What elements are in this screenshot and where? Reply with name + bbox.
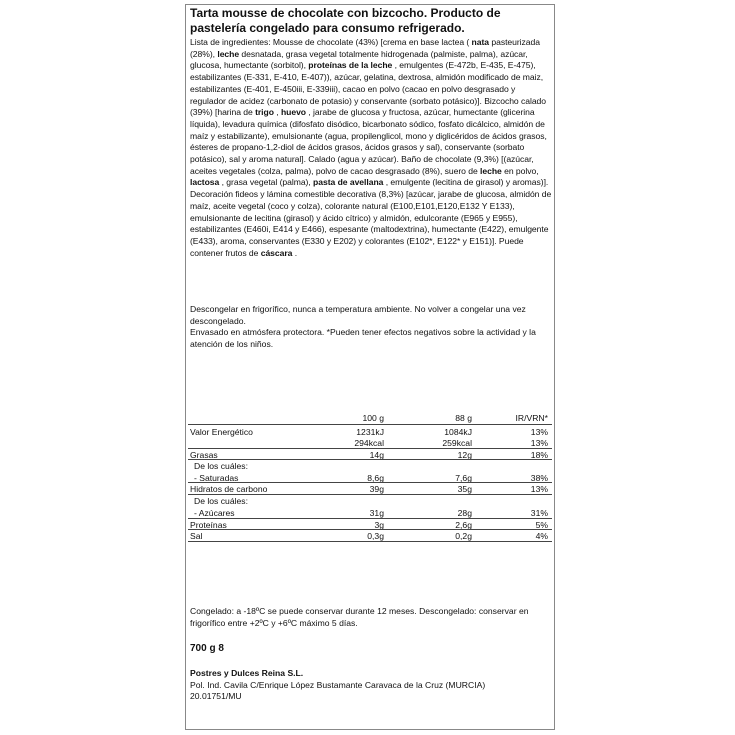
allergen: cáscara [260,247,293,258]
nutrient-name: Sal [190,531,203,541]
allergen: proteínas de la leche [308,60,393,71]
instructions [190,304,552,351]
row-divider [188,541,552,542]
manufacturer-name: Postres y Dulces Reina S.L. [190,668,304,678]
value-88g: 259kcal [442,438,472,448]
value-100g: 0,3g [367,531,384,541]
header-88g: 88 g [455,413,472,423]
value-ir: 4% [535,531,548,541]
value-ir: 31% [530,508,548,518]
nutrient-name: - Azúcares [194,508,235,518]
value-ir: 13% [530,484,548,494]
ingredient-text: , [273,107,281,118]
value-88g: 12g [457,450,472,460]
nutrition-row [186,427,554,438]
nutrition-row [186,496,554,507]
row-divider [188,482,552,483]
header-rule [188,424,552,425]
value-ir: 38% [530,473,548,483]
value-100g: 3g [374,520,384,530]
value-100g: 1231kJ [356,427,384,437]
value-100g: 39g [369,484,384,494]
nutrient-name: De los cuáles: [194,496,248,506]
thaw-instructions: Descongelar en frigorífico, nunca a temperatura ambiente. No volver a congelar una vez descongelado. [190,304,526,326]
header-ir: IR/VRN* [515,413,548,423]
nutrient-name: - Saturadas [194,473,239,483]
product-title: Tarta mousse de chocolate con bizcocho. Producto de pastelería congelado para consumo refrigerado. [190,6,501,35]
allergen: leche [480,165,502,176]
allergen: nata [471,37,490,47]
ingredient-text: . [292,247,298,258]
ingredient-text: , emulgentes (E-472b, E-435, E-475), estabilizantes (E-331, E-410, E-407)), azúcar, gelatina, dextrosa, almidón modificado de maiz, estabilizantes (E-401, E-450iii, E-339iii), cacao en polvo (cacao en polvo desgrasado y regulador de acidez (carbonato de potasio) y conservante (sorbato potásico)]. Bizcocho calado (39%) [harina de [190,60,547,118]
value-88g: 35g [457,484,472,494]
row-divider [188,494,552,495]
packaging-note: Envasado en atmósfera protectora. *Pueden tener efectos negativos sobre la actividad y la atención de los niños. [190,327,536,350]
row-divider [188,529,552,530]
allergen: leche [217,48,240,59]
ingredient-text: pasteurizada (28%), [190,37,540,59]
header-100g: 100 g [362,413,384,423]
nutrient-name: De los cuáles: [194,461,248,471]
ingredient-text: , emulgente (lecitina de girasol) y aromas)]. Decoración fideos y lámina comestible decorativa (8,3%) [azúcar, jarabe de glucosa, almidón de maíz, aceite vegetal (coco y colza), colorante natural (E100,E101,E120,E132 Y E133), emulsionante de lecitina (girasol) y ácido cítrico) y almidón, edulcorante (E965 y E955), estabilizantes (E460i, E414 y E466), espesante (maltodextrina), humectante (E422), emulgente (E433), aroma, conservantes (E330 y E202) y colorantes (E102*, E122* y E151)]. Puede contener frutos de [190,177,552,258]
ingredient-text: , grasa vegetal (palma), [219,177,314,188]
value-ir: 5% [535,520,548,530]
nutrition-header [186,413,554,424]
allergen: huevo [280,107,306,118]
allergen: lactosa [190,177,220,188]
manufacturer-info [190,668,552,703]
value-88g: 28g [457,508,472,518]
value-100g: 14g [369,450,384,460]
row-divider [188,448,552,449]
product-label [185,4,555,730]
value-100g: 8,6g [367,473,384,483]
nutrient-name: Grasas [190,450,218,460]
value-88g: 0,2g [455,531,472,541]
nutrient-name: Hidratos de carbono [190,484,268,494]
storage-info: Congelado: a -18ºC se puede conservar durante 12 meses. Descongelado: conservar en frigorífico entre +2ºC y +6ºC máximo 5 días. [190,606,529,628]
value-88g: 2,6g [455,520,472,530]
ingredient-text: , jarabe de glucosa y fructosa, azúcar, humectante (glicerina líquida), levadura química (difosfato disódico, bicarbonato sódico, fosfato dicálcico, almidón de maíz y estabilizante), emulsionante (agua, propilenglicol, mono y diglicéridos de ácidos grasos, ésteres de propano-1,2-diol de ácidos grasos, ácidos grasos y sal), conservante (sorbato potásico), sal y aroma natural]. Calado (agua y azúcar). Baño de chocolate (9,3%) [(azúcar, aceites vegetales (colza, palma), polvo de cacao desgrasado (8%), suero de [190,107,547,176]
ingredient-text: en polvo, [501,165,539,176]
value-100g: 31g [369,508,384,518]
value-88g: 7,6g [455,473,472,483]
net-weight: 700 g 8 [190,643,224,654]
ingredient-text: Lista de ingredientes: Mousse de chocolate (43%) [crema en base lactea ( [190,37,472,47]
value-ir: 13% [530,438,548,448]
ingredients-list [190,37,552,259]
registry-code: 20.01751/MU [190,691,242,702]
nutrient-name: Valor Energético [190,427,253,437]
value-88g: 1084kJ [444,427,472,437]
allergen: pasta de avellana [313,177,384,188]
manufacturer-address: Pol. Ind. Cavila C/Enrique López Bustamante Caravaca de la Cruz (MURCIA) [190,679,486,690]
ingredient-text: desnatada, grasa vegetal totalmente hidrogenada (palmiste, palma), azúcar, glucosa, humectante (sorbitol), [190,48,528,71]
value-100g: 294kcal [354,438,384,448]
nutrition-row [186,461,554,472]
row-divider [188,518,552,519]
value-ir: 13% [530,427,548,437]
nutrient-name: Proteínas [190,520,227,530]
row-divider [188,459,552,460]
value-ir: 18% [530,450,548,460]
allergen: trigo [255,107,274,118]
